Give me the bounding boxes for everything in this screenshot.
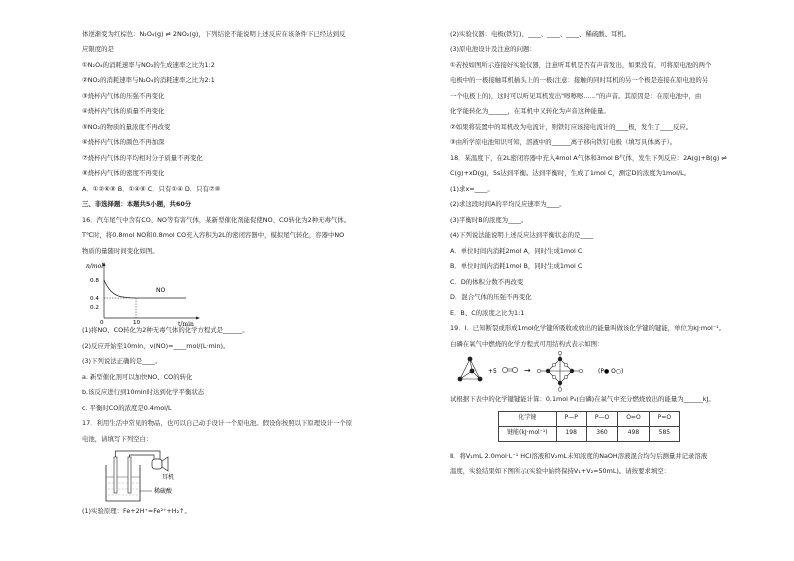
bond-energy-table	[498, 411, 680, 442]
q15-option-4: ④烧杯内气体的质量不再变化	[82, 107, 165, 116]
q15-option-8: ⑧烧杯内气体的密度不再变化	[82, 169, 165, 178]
q17-design-1d: 化学能转化为______，在耳机中又转化为声音这种能量。	[450, 107, 610, 116]
table-row	[499, 426, 680, 441]
q19-line-2: 白磷在氧气中燃烧的化学方程式可用结构式表示如图：	[450, 339, 604, 348]
electrode-left	[114, 457, 117, 493]
struct-legend: (P● O○)	[598, 368, 624, 376]
q16-option-b: b.该反应进行到10min时达到化学平衡状态	[82, 388, 205, 397]
q16-option-c: c. 平衡时CO的浓度是0.4mol/L	[82, 403, 172, 412]
q18-sub-1: (1)求x=____。	[450, 184, 494, 193]
q16-sub-2: (2)反应开始至10min，v(NO)=____mol/(L·min)。	[82, 341, 230, 350]
graph-no-curve	[104, 280, 186, 298]
q19-part2-line-2: 温度，实验结果如下图所示(实验中始终保持V₁+V₂=50mL)。请按要求填空：	[450, 467, 671, 476]
q15-option-7: ⑦烧杯内气体的平均相对分子质量不再变化	[82, 153, 203, 162]
o2-molecule	[502, 368, 517, 373]
q15-option-2: ②NO₂的消耗速率与N₂O₄的消耗速率之比为2:1	[82, 76, 215, 85]
left-column	[82, 30, 387, 523]
q17-design-1a: ①若按如图所示连接好实验仪器，注意听耳机是否有声音发出，如果没有，可将原电池的两个	[450, 60, 712, 69]
galvanic-cell-figure	[100, 447, 220, 505]
table-cell-po: 360	[586, 426, 617, 441]
q17-design-1b: 电极中的一极接触耳机插头上的一极(注意：接触的同时耳机的另一个极是连接在原电池的另	[450, 76, 709, 85]
q15-option-6: ⑥烧杯内气体的颜色不再加深	[82, 138, 165, 147]
q17-design-1c: 一个电极上的)，这时可以听见耳机发出"嚓嚓嚓……"的声音。其原因是：在原电池中，由	[450, 91, 702, 100]
q18-line-2: C(g)+xD(g)，5s达到平衡。达到平衡时，生成了1mol C，测定D的浓度为1mol/L。	[450, 169, 691, 178]
earphone-label: 耳机	[162, 474, 175, 482]
q15-intro-line-2: 应限度的是	[82, 45, 114, 54]
struct-arrow: →	[524, 366, 531, 376]
no-time-graph	[86, 260, 206, 329]
q17-principle: (1)实验原理：Fe+2H⁺=Fe²⁺+H₂↑。	[82, 507, 191, 516]
earphone-icon	[152, 459, 162, 469]
q18-sub-2: (2)求这段时间A的平均反应速率为____。	[450, 200, 566, 209]
q17-line-1: 17．利用生活中常见的物品，也可以自己动手设计一个原电池。假设你按照以下原理设计一个原	[82, 419, 353, 428]
table-header-po: P—O	[586, 411, 617, 426]
table-row-label: 键能(kJ·mol⁻¹)	[499, 426, 557, 441]
struct-plus-label: +5	[488, 368, 497, 376]
q15-choices: A．①②⑥⑧ B．①④⑧ C．只有①④ D．只有⑦⑧	[82, 184, 221, 193]
right-column	[450, 30, 755, 483]
p4o10-molecule	[537, 351, 583, 391]
q18-option-b: B．单位时间内消耗1mol B，同时生成1mol C	[450, 262, 583, 271]
q16-line-1: 16．汽车尾气中含有CO、NO等有害气体，某新型催化剂能促使NO、CO转化为2种无毒气体。	[82, 215, 351, 224]
q18-sub-4: (4)下列说法能说明上述反应达到平衡状态的是____	[450, 231, 594, 240]
q17-instruments: (2)实验仪器：电极(铁钉)、____、____、____、稀硫酸、耳机。	[450, 30, 631, 38]
q16-line-2: T℃时，将0.8mol NO和0.8mol CO充入容积为2L的密闭容器中，模拟尾气转化，容器中NO	[82, 231, 345, 240]
q17-design-3: ③由所学原电池知识可知，溶液中的______离子移向铁钉电极（填写具体离子）。	[450, 138, 677, 147]
q15-intro-line-1: 体逆渐变为红棕色：N₂O₄(g) ⇌ 2NO₂(g)，下列结论不能说明上述反应在该条件下已经达到反	[82, 30, 346, 38]
q17-design-heading: (3)原电池设计及注意的问题：	[450, 45, 536, 54]
p4-combustion-structure	[450, 351, 690, 393]
graph-xtick-10: 10	[133, 320, 141, 327]
graph-ytick-0.2: 0.2	[90, 305, 99, 312]
graph-y-label: n/mol	[86, 263, 104, 271]
section-3-heading: 三、非选择题：本题共5小题，共60分	[82, 200, 192, 209]
q16-option-a: a. 新型催化剂可以加快NO、CO的转化	[82, 372, 193, 381]
q16-line-3: 物质的量随时间变化如图。	[82, 246, 159, 255]
q18-line-1: 18．某温度下，在2L密闭容器中充入4mol A气体和3mol B气体，发生下列反应：2A(g)+B(g) ⇌	[450, 153, 727, 162]
table-header-p-double-o: P=O	[649, 411, 679, 426]
q16-sub-1: (1)将NO、CO转化为2种无毒气体的化学方程式是______。	[82, 326, 249, 335]
q15-option-5: ⑤NO₂的物质的量浓度不再改变	[82, 122, 171, 131]
q18-option-a: A．单位时间内消耗2mol A，同时生成1mol C	[450, 246, 583, 255]
table-cell-p-double-o: 585	[649, 426, 679, 441]
table-header-bond: 化学键	[499, 411, 557, 426]
q19-line-3: 试根据下表中的化学键键能计算：0.1mol P₄(白磷)在氧气中充分燃烧放出的能量为______kJ。	[450, 395, 715, 404]
graph-curve-label: NO	[156, 287, 166, 295]
q18-sub-3: (3)平衡时B的浓度为____。	[450, 215, 528, 224]
graph-ytick-0.4: 0.4	[90, 296, 99, 303]
table-cell-pp: 198	[556, 426, 586, 441]
q19-part2-line-1: Ⅱ．将V₁mL 2.0mol·L⁻¹ HCl溶液和V₂mL未知浓度的NaOH溶液混合均匀后测量并记录溶液	[450, 451, 708, 460]
q18-option-c: C．D的体积分数不再改变	[450, 277, 524, 286]
q17-design-2: ②如果将装置中的耳机改为电流计，则铁钉应该接电流计的____极，发生了____反应。	[450, 122, 693, 131]
acid-label: 稀硫酸	[154, 488, 173, 496]
q18-option-d: D．混合气体的压强不再变化	[450, 293, 532, 302]
p4-molecule	[458, 357, 483, 382]
electrode-right	[128, 457, 131, 493]
q15-option-1: ①N₂O₄的消耗速率与NO₂的生成速率之比为1:2	[82, 60, 215, 69]
q19-line-1: 19．Ⅰ．已知断裂或形成1mol化学键所吸收或放出的能量叫做该化学键的键能，单位为kJ·mol⁻¹。	[450, 324, 726, 333]
table-row	[499, 411, 680, 426]
table-cell-oo: 498	[618, 426, 649, 441]
q17-line-2: 电池，请填写下列空白：	[82, 434, 153, 443]
graph-xtick-0: 0	[100, 320, 104, 327]
q16-sub-3: (3)下列说法正确的是____。	[82, 357, 162, 366]
graph-x-label: t/min	[178, 321, 194, 329]
table-header-pp: P—P	[556, 411, 586, 426]
q15-option-3: ③烧杯内气体的压强不再变化	[82, 91, 165, 100]
q18-option-e: E．B、C的浓度之比为1:1	[450, 308, 525, 317]
table-header-oo: O=O	[618, 411, 649, 426]
graph-ytick-0.8: 0.8	[90, 278, 99, 285]
